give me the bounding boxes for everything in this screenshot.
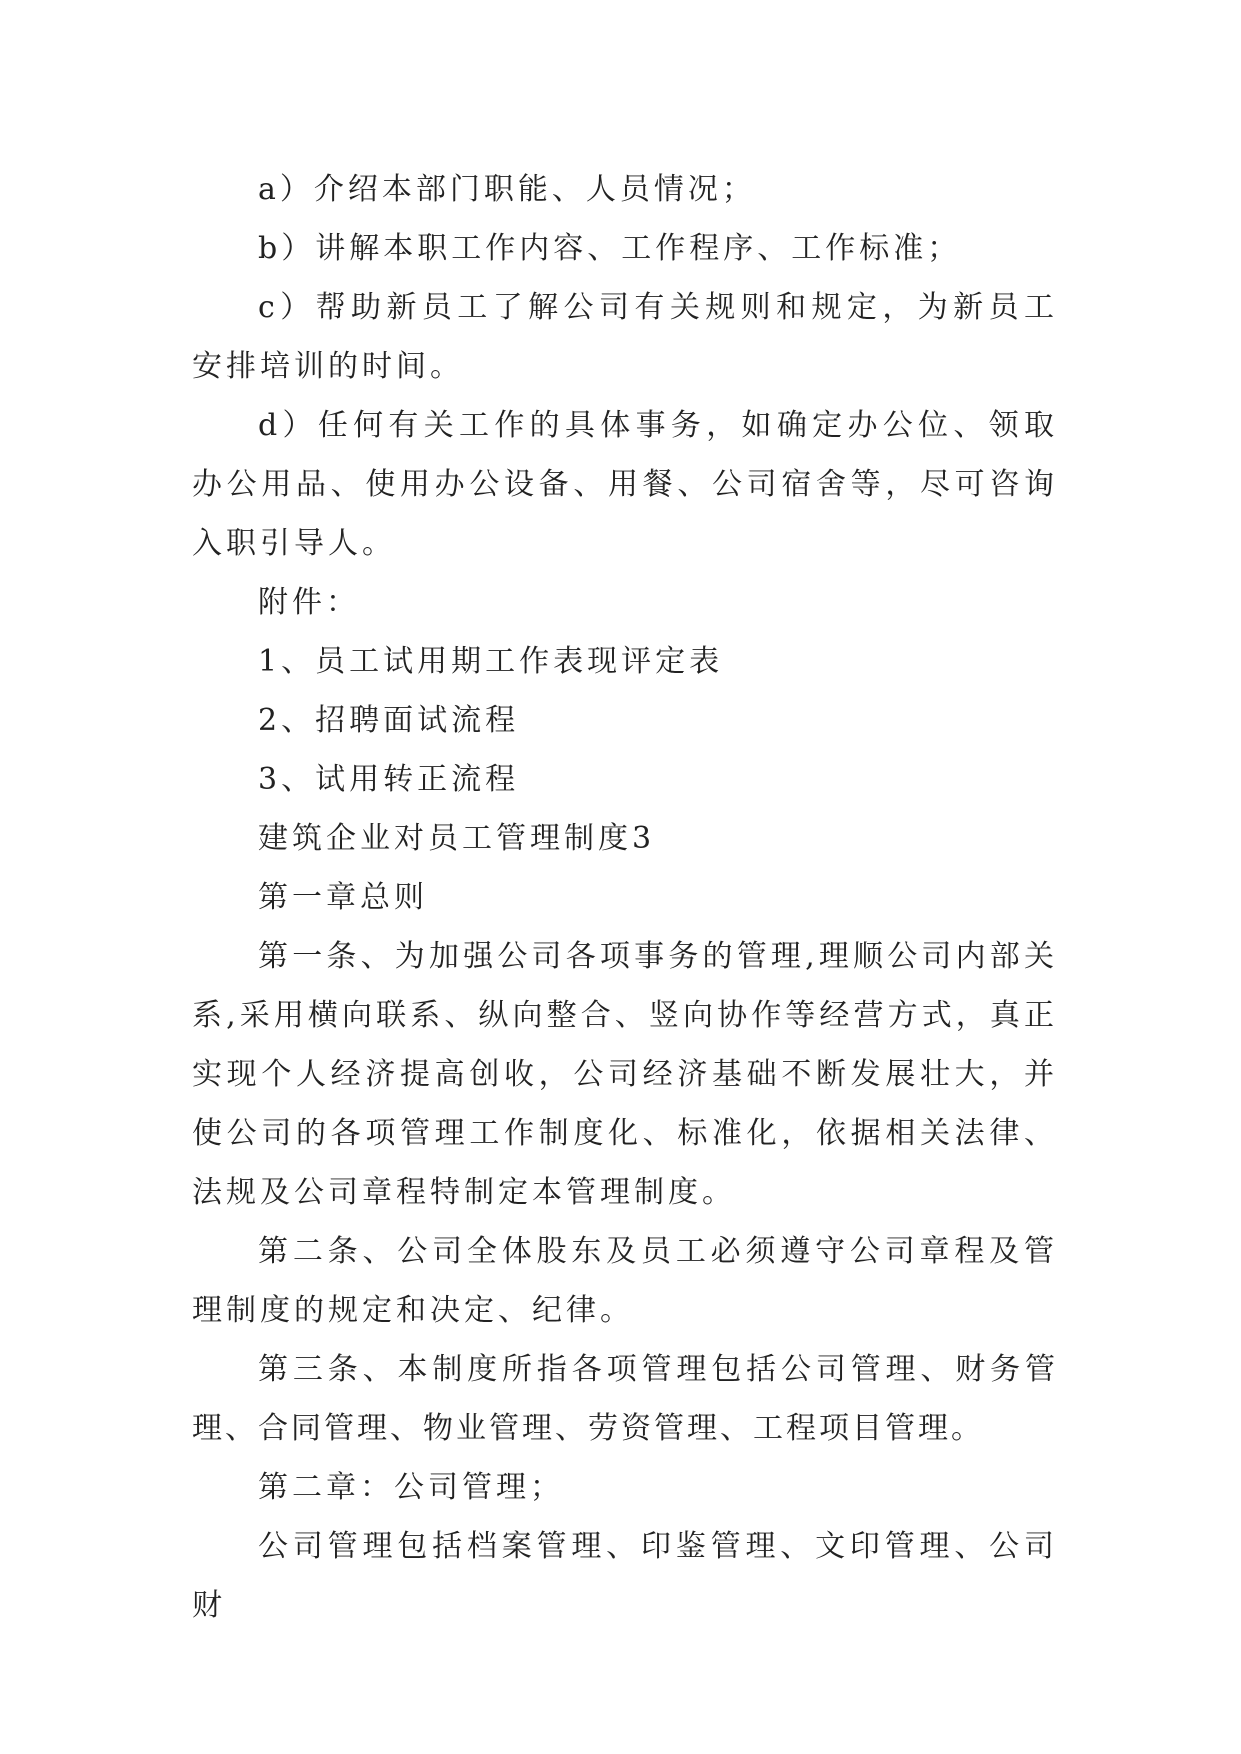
article-1: 第一条、为加强公司各项事务的管理,理顺公司内部关系,采用横向联系、纵向整合、竖向协作等经营方式，真正实现个人经济提高创收，公司经济基础不断发展壮大，并使公司的各项管理工作制度化、标准化，依据相关法律、法规及公司章程特制定本管理制度。 [192, 939, 1058, 1210]
attachment-item-1: 1、员工试用期工作表现评定表 [258, 644, 724, 679]
chapter-2-heading: 第二章：公司管理； [258, 1470, 564, 1505]
attachment-item-2: 2、招聘面试流程 [258, 703, 520, 738]
article-2: 第二条、公司全体股东及员工必须遵守公司章程及管理制度的规定和决定、纪律。 [192, 1234, 1058, 1328]
chapter-1-heading: 第一章总则 [258, 880, 428, 915]
company-management-paragraph: 公司管理包括档案管理、印鉴管理、文印管理、公司财 [192, 1529, 1058, 1623]
paragraph-item-a: a）介绍本部门职能、人员情况； [258, 172, 756, 207]
paragraph-item-c: c）帮助新员工了解公司有关规则和规定，为新员工安排培训的时间。 [192, 290, 1058, 384]
paragraph-item-b: b）讲解本职工作内容、工作程序、工作标准； [258, 231, 962, 266]
attachment-item-3: 3、试用转正流程 [258, 762, 520, 797]
attachments-heading: 附件： [258, 585, 360, 620]
article-3: 第三条、本制度所指各项管理包括公司管理、财务管理、合同管理、物业管理、劳资管理、工程项目管理。 [192, 1352, 1058, 1446]
document-body [192, 160, 1058, 1635]
paragraph-item-d: d）任何有关工作的具体事务，如确定办公位、领取办公用品、使用办公设备、用餐、公司宿舍等，尽可咨询入职引导人。 [192, 408, 1058, 561]
section-title: 建筑企业对员工管理制度3 [258, 821, 656, 856]
